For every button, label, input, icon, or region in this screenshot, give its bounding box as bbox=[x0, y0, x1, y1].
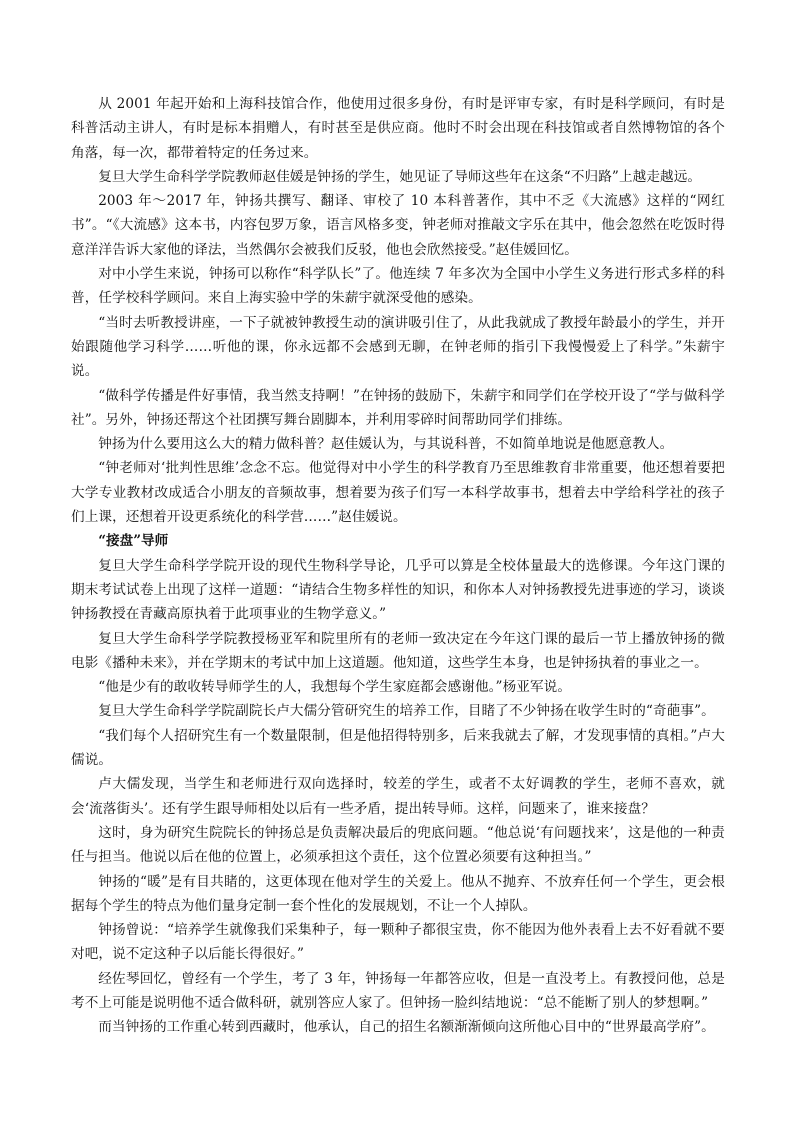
paragraph-17: 钟扬曾说：“培养学生就像我们采集种子，每一颗种子都很宝贵，你不能因为他外表看上去不好看就不要对吧，说不定这种子以后能长得很好。” bbox=[71, 922, 725, 963]
document-body bbox=[71, 92, 725, 1040]
paragraph-6: “做科学传播是件好事情，我当然支持啊！”在钟扬的鼓励下，朱薪宇和同学们在学校开设了“学与做科学社”。另外，钟扬还帮这个社团撰写舞台剧脚本，并利用零碎时间帮助同学们排练。 bbox=[71, 387, 725, 428]
paragraph-19: 而当钟扬的工作重心转到西藏时，他承认，自己的招生名额渐渐倾向这所他心目中的“世界最高学府”。 bbox=[98, 1019, 715, 1036]
paragraph-2: 复旦大学生命科学学院教师赵佳媛是钟扬的学生，她见证了导师这些年在这条“不归路”上越走越远。 bbox=[98, 168, 702, 185]
paragraph-12: 复旦大学生命科学学院副院长卢大儒分管研究生的培养工作，目睹了不少钟扬在收学生时的“奇葩事”。 bbox=[98, 703, 715, 720]
paragraph-3: 2003 年～2017 年，钟扬共撰写、翻译、审校了 10 本科普著作，其中不乏《大流感》这样的“网红书”。“《大流感》这本书，内容包罗万象，语言风格多变，钟老师对推敲文字乐在其中，他会忽然在吃饭时得意洋洋告诉大家他的译法，当然偶尔会被我们反驳，他也会欣然接受。”赵佳媛回忆。 bbox=[71, 193, 725, 258]
paragraph-5: “当时去听教授讲座，一下子就被钟教授生动的演讲吸引住了，从此我就成了教授年龄最小的学生，并开始跟随他学习科学……听他的课，你永远都不会感到无聊，在钟老师的指引下我慢慢爱上了科学。”朱薪宇说。 bbox=[71, 314, 725, 380]
paragraph-10: 复旦大学生命科学学院教授杨亚军和院里所有的老师一致决定在今年这门课的最后一节上播放钟扬的微电影《播种未来》，并在学期末的考试中加上这道题。他知道，这些学生本身，也是钟扬执着的事业之一。 bbox=[71, 630, 725, 671]
paragraph-7: 钟扬为什么要用这么大的精力做科普？赵佳媛认为，与其说科普，不如简单地说是他愿意教人。 bbox=[98, 436, 674, 453]
paragraph-9: 复旦大学生命科学学院开设的现代生物科学导论，几乎可以算是全校体量最大的选修课。今年这门课的期末考试试卷上出现了这样一道题：“请结合生物多样性的知识，和你本人对钟扬教授先进事迹的学习，谈谈钟扬教授在青藏高原执着于此项事业的生物学意义。” bbox=[71, 557, 725, 623]
paragraph-11: “他是少有的敢收转导师学生的人，我想每个学生家庭都会感谢他。”杨亚军说。 bbox=[98, 679, 572, 696]
paragraph-18: 经佐琴回忆，曾经有一个学生，考了 3 年，钟扬每一年都答应收，但是一直没考上。有教授问他，总是考不上可能是说明他不适合做科研，就别答应人家了。但钟扬一脸纠结地说：“总不能断了别人的梦想啊。” bbox=[71, 970, 725, 1011]
paragraph-15: 这时，身为研究生院院长的钟扬总是负责解决最后的兜底问题。“他总说‘有问题找来’，这是他的一种责任与担当。他说以后在他的位置上，必须承担这个责任，这个位置必须要有这种担当。” bbox=[71, 824, 725, 866]
section-heading: “接盘”导师 bbox=[98, 533, 169, 550]
paragraph-4: 对中小学生来说，钟扬可以称作“科学队长”了。他连续 7 年多次为全国中小学生义务进行形式多样的科普，任学校科学顾问。来自上海实验中学的朱薪宇就深受他的感染。 bbox=[71, 266, 725, 307]
paragraph-14: 卢大儒发现，当学生和老师进行双向选择时，较差的学生，或者不太好调教的学生，老师不喜欢，就会‘流落街头’。还有学生跟导师相处以后有一些矛盾，提出转导师。这样，问题来了，谁来接盘？ bbox=[71, 776, 725, 817]
paragraph-1: 从 2001 年起开始和上海科技馆合作，他使用过很多身份，有时是评审专家，有时是科学顾问，有时是科普活动主讲人，有时是标本捐赠人，有时甚至是供应商。他时不时会出现在科技馆或者自然博物馆的各个角落，每一次，都带着特定的任务过来。 bbox=[71, 96, 725, 161]
paragraph-16: 钟扬的“暖”是有目共睹的，这更体现在他对学生的关爱上。他从不抛弃、不放弃任何一个学生，更会根据每个学生的特点为他们量身定制一套个性化的发展规划，不让一个人掉队。 bbox=[71, 873, 725, 914]
paragraph-8: “钟老师对‘批判性思维’念念不忘。他觉得对中小学生的科学教育乃至思维教育非常重要，他还想着要把大学专业教材改成适合小朋友的音频故事，想着要为孩子们写一本科学故事书，想着去中学给科学社的孩子们上课，还想着开设更系统化的科学营……”赵佳媛说。 bbox=[71, 460, 725, 526]
paragraph-13: “我们每个人招研究生有一个数量限制，但是他招得特别多，后来我就去了解，才发现事情的真相。”卢大儒说。 bbox=[71, 727, 725, 769]
